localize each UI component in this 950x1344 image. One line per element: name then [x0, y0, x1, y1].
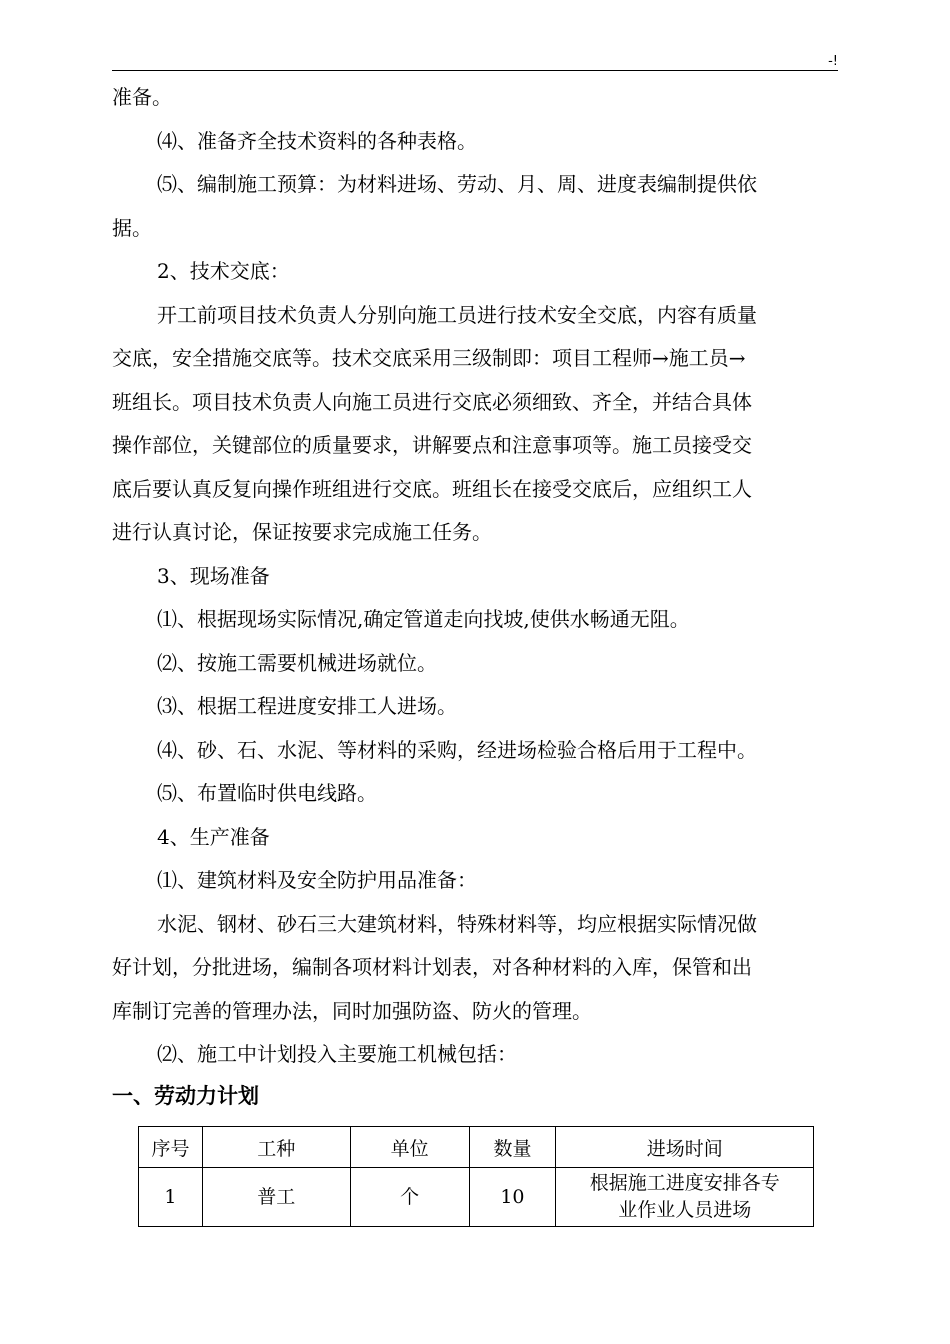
- text-line: 库制订完善的管理办法，同时加强防盗、防火的管理。: [112, 998, 592, 1023]
- text-line: 操作部位，关键部位的质量要求，讲解要点和注意事项等。施工员接受交: [112, 433, 752, 457]
- text-line: ⑷、砂、石、水泥、等材料的采购，经进场检验合格后用于工程中。: [157, 737, 757, 762]
- cell-trade: 普工: [202, 1168, 350, 1227]
- document-body: [112, 76, 838, 1077]
- text-line: 交底，安全措施交底等。技术交底采用三级制即：项目工程师→施工员→: [112, 346, 746, 370]
- text-line: 水泥、钢材、砂石三大建筑材料，特殊材料等，均应根据实际情况做: [157, 911, 757, 936]
- table-row: [139, 1168, 814, 1227]
- text-line: ⑸、布置临时供电线路。: [157, 781, 377, 805]
- text-line: 进行认真讨论，保证按要求完成施工任务。: [112, 520, 492, 544]
- text-line: 好计划，分批进场，编制各项材料计划表，对各种材料的入库，保管和出: [112, 955, 752, 979]
- text-line: 底后要认真反复向操作班组进行交底。班组长在接受交底后，应组织工人: [112, 476, 752, 501]
- cell-time: [556, 1168, 814, 1227]
- text-line: 班组长。项目技术负责人向施工员进行交底必须细致、齐全，并结合具体: [112, 389, 752, 414]
- text-line: ⑵、按施工需要机械进场就位。: [157, 650, 437, 675]
- header-cell-unit: 单位: [350, 1127, 469, 1168]
- text-line: 2、技术交底：: [157, 259, 290, 283]
- table-header-row: [139, 1127, 814, 1168]
- page-header-mark: -!: [828, 54, 838, 69]
- header-cell-trade: 工种: [202, 1127, 350, 1168]
- header-cell-qty: 数量: [469, 1127, 556, 1168]
- text-line: ⑷、准备齐全技术资料的各种表格。: [157, 128, 477, 153]
- header-cell-no: 序号: [139, 1127, 203, 1168]
- text-line: ⑵、施工中计划投入主要施工机械包括：: [157, 1042, 517, 1066]
- text-line: 4、生产准备: [157, 824, 270, 849]
- text-line: 准备。: [112, 85, 172, 109]
- cell-time-line: 业作业人员进场: [618, 1199, 752, 1221]
- header-rule: [112, 70, 838, 71]
- header-cell-time: 进场时间: [556, 1127, 814, 1168]
- text-line: 据。: [112, 215, 152, 240]
- cell-no: 1: [139, 1168, 203, 1227]
- section-title: 一、劳动力计划: [112, 1084, 259, 1108]
- text-line: ⑴、根据现场实际情况,确定管道走向找坡,使供水畅通无阻。: [157, 607, 690, 631]
- text-line: ⑶、根据工程进度安排工人进场。: [157, 694, 457, 718]
- text-line: 3、现场准备: [157, 563, 270, 588]
- cell-qty: 10: [469, 1168, 556, 1227]
- cell-time-line: 根据施工进度安排各专: [589, 1172, 780, 1194]
- text-line: 开工前项目技术负责人分别向施工员进行技术安全交底，内容有质量: [157, 302, 757, 327]
- text-line: ⑸、编制施工预算：为材料进场、劳动、月、周、进度表编制提供依: [157, 172, 757, 196]
- cell-unit: 个: [350, 1168, 469, 1227]
- labor-plan-table: [138, 1126, 814, 1227]
- text-line: ⑴、建筑材料及安全防护用品准备：: [157, 868, 477, 892]
